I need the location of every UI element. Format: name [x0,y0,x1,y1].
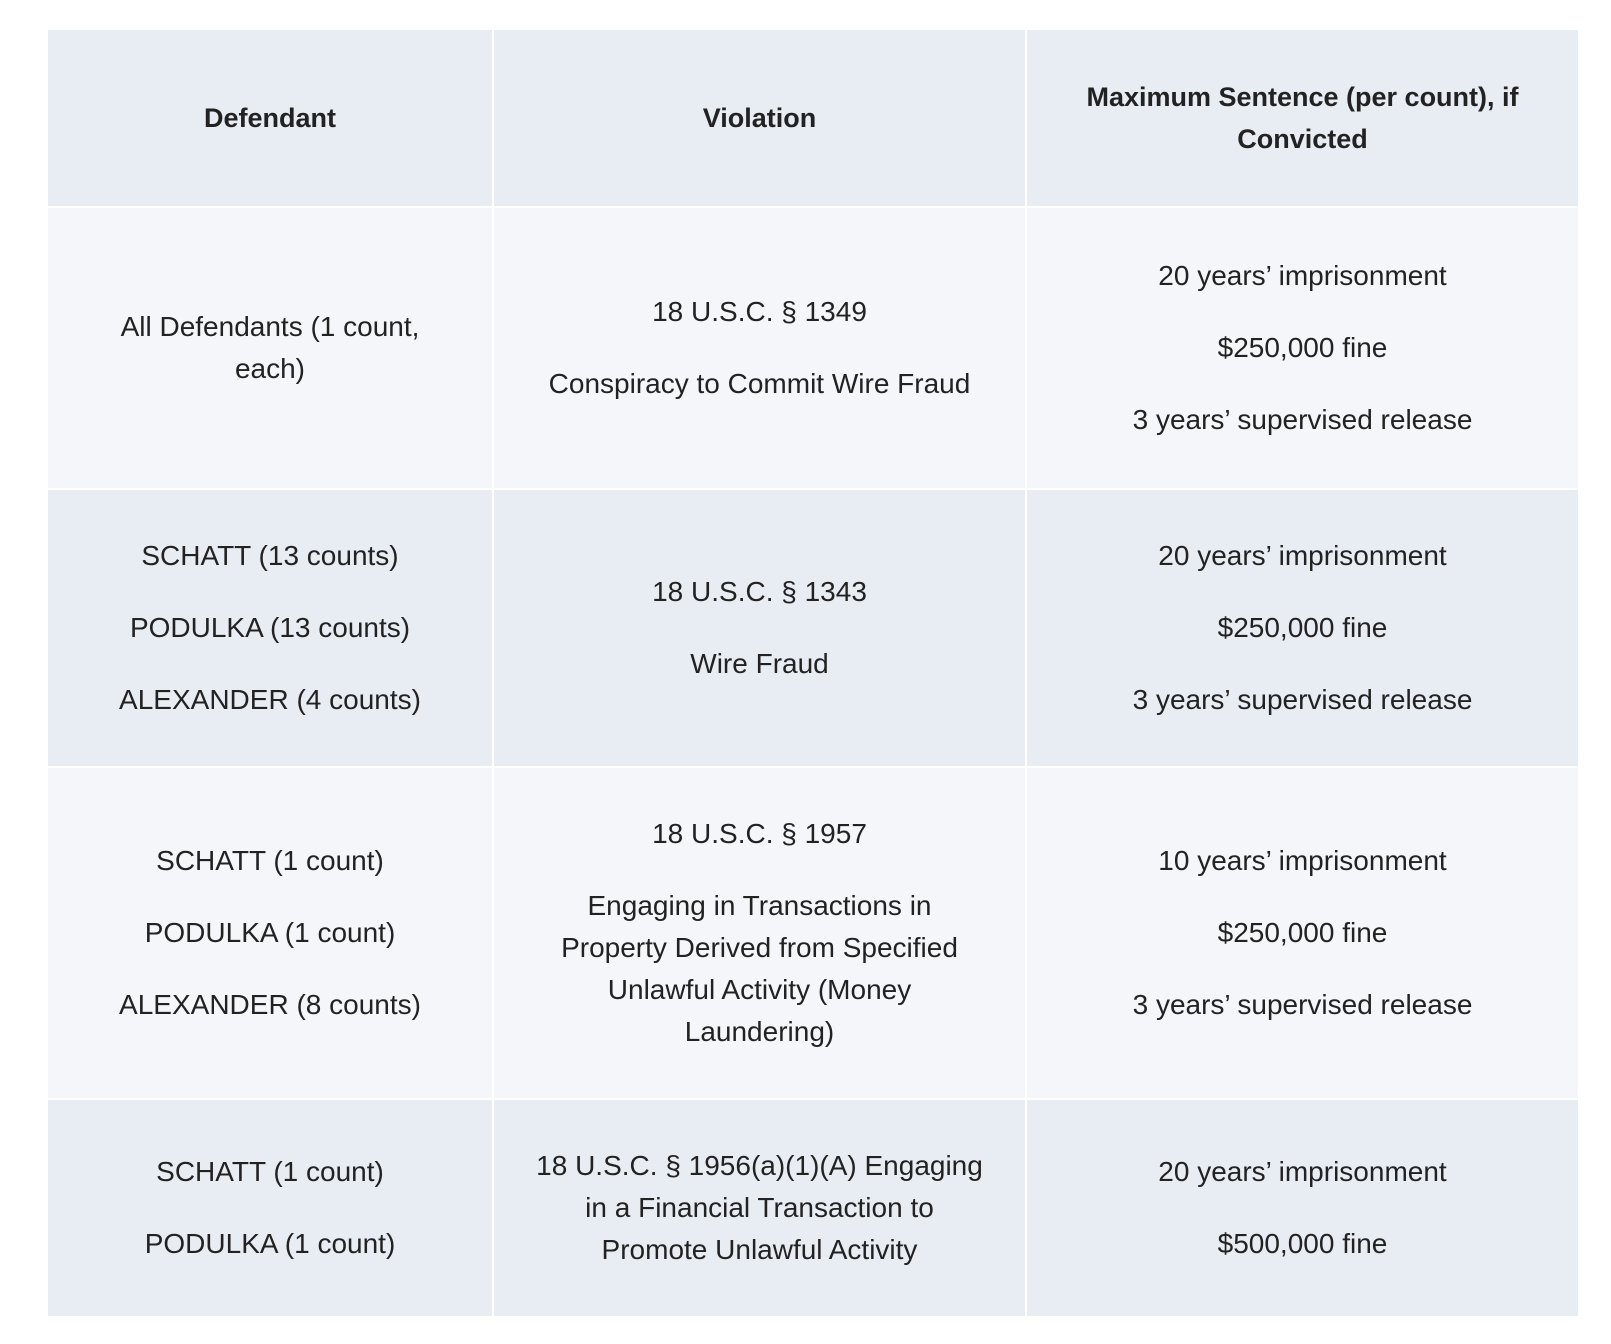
defendant-cell [47,207,493,489]
sentence-fine: $500,000 fine [1217,1228,1388,1259]
sentence-cell [1026,1099,1579,1317]
defendant-entry: PODULKA (1 count) [144,917,396,948]
table-header-row [47,29,1579,207]
sentence-cell [1026,489,1579,767]
sentencing-table [46,28,1580,1318]
defendant-entry: ALEXANDER (4 counts) [119,684,421,715]
violation-cell [493,1099,1026,1317]
violation-statute: 18 U.S.C. § 1957 [652,818,867,849]
table-row [47,207,1579,489]
violation-statute-and-description: 18 U.S.C. § 1956(a)(1)(A) Engaging in a Financial Transaction to Promote Unlawful Activity [536,1150,983,1265]
table-row [47,489,1579,767]
violation-cell [493,489,1026,767]
sentence-supervised-release: 3 years’ supervised release [1132,684,1473,715]
sentence-supervised-release: 3 years’ supervised release [1132,989,1473,1020]
sentence-fine: $250,000 fine [1217,917,1388,948]
table-row [47,1099,1579,1317]
defendant-entry: SCHATT (1 count) [156,1156,384,1187]
violation-cell [493,767,1026,1099]
violation-statute: 18 U.S.C. § 1349 [652,296,867,327]
defendant-entry: PODULKA (1 count) [144,1228,396,1259]
sentence-imprisonment: 10 years’ imprisonment [1158,845,1447,876]
table-row [47,767,1579,1099]
defendant-entry: All Defendants (1 count, each) [120,311,420,384]
defendant-entry: SCHATT (1 count) [156,845,384,876]
sentence-cell [1026,207,1579,489]
sentence-supervised-release: 3 years’ supervised release [1132,404,1473,435]
defendant-cell [47,1099,493,1317]
header-violation: Violation [493,29,1026,207]
header-defendant: Defendant [47,29,493,207]
defendant-cell [47,767,493,1099]
violation-description: Wire Fraud [690,648,829,679]
defendant-entry: ALEXANDER (8 counts) [119,989,421,1020]
sentencing-table-container [46,28,1578,1318]
sentence-imprisonment: 20 years’ imprisonment [1158,260,1447,291]
sentence-imprisonment: 20 years’ imprisonment [1158,1156,1447,1187]
header-maximum-sentence: Maximum Sentence (per count), if Convicted [1026,29,1579,207]
defendant-entry: PODULKA (13 counts) [129,612,411,643]
sentence-imprisonment: 20 years’ imprisonment [1158,540,1447,571]
defendant-cell [47,489,493,767]
violation-statute: 18 U.S.C. § 1343 [652,576,867,607]
violation-cell [493,207,1026,489]
defendant-entry: SCHATT (13 counts) [141,540,399,571]
sentence-fine: $250,000 fine [1217,612,1388,643]
violation-description: Conspiracy to Commit Wire Fraud [548,368,971,399]
sentence-cell [1026,767,1579,1099]
violation-description: Engaging in Transactions in Property Derived from Specified Unlawful Activity (Money Laundering) [561,890,958,1047]
sentence-fine: $250,000 fine [1217,332,1388,363]
